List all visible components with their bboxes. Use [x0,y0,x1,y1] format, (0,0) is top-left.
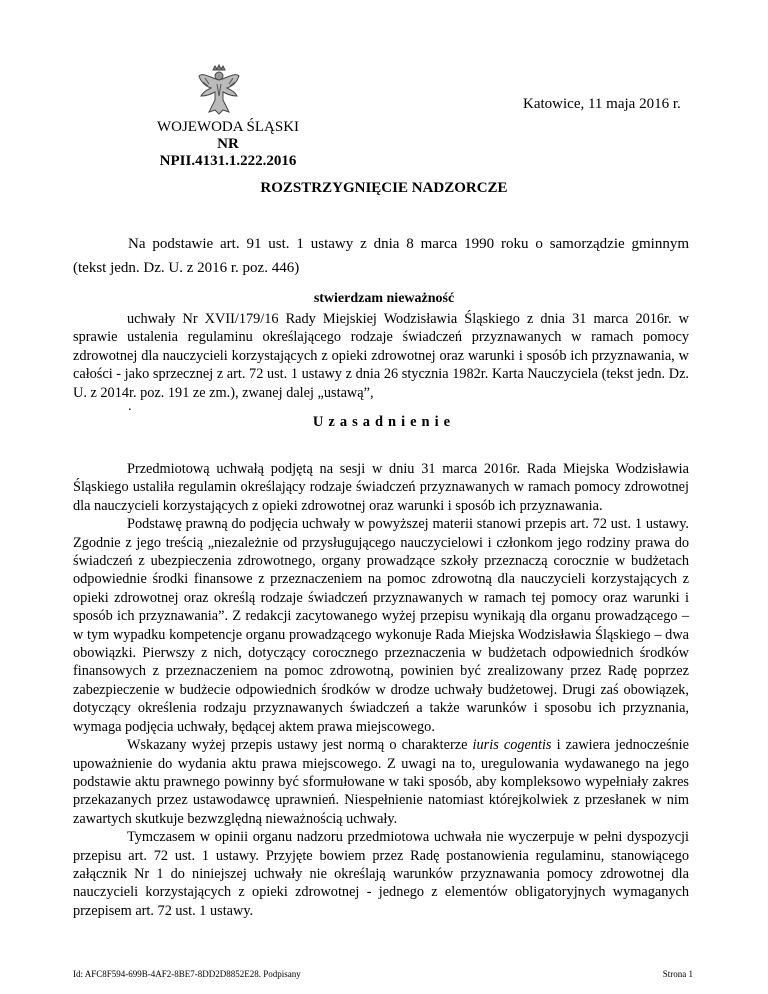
document-id: Id: AFC8F594-699B-4AF2-8BE7-8DD2D8852E28. Podpisany [73,969,301,979]
justification-paragraph-4: Tymczasem w opinii organu nadzoru przedmiotowa uchwała nie wyczerpuje w pełni dyspozycji przepisu art. 72 ust. 1 ustawy. Przyjęte bowiem przez Radę postanowienia regulaminu, stanowiącego załącznik Nr 1 do niniejszej uchwały nie określają warunków przyznawania pomocy zdrowotnej dla nauczycieli korzystających z opieki zdrowotnej - jednego z elementów obligatoryjnych wymaganych przepisem art. 72 ust. 1 ustawy. [73,829,689,919]
place-date: Katowice, 11 maja 2016 r. [523,96,681,112]
legal-basis-line-1: Na podstawie art. 91 ust. 1 ustawy z dnia 8 marca 1990 roku o samorządzie gminnym [128,236,689,252]
justification-paragraph-1: Przedmiotową uchwałą podjętą na sesji w dniu 31 marca 2016r. Rada Miejska Wodzisławia Śląskiego ustaliła regulamin określający rodzaje świadczeń przyznawanych w ramach pomocy zdrowotnej dla nauczycieli korzystających z opieki zdrowotnej oraz warunki i sposób ich przyznawania. [73,461,689,514]
document-title: ROZSTRZYGNIĘCIE NADZORCZE [260,180,508,196]
decision-statement: stwierdzam nieważność [313,291,455,306]
document-number: NR NPII.4131.1.222.2016 [159,136,297,169]
paragraph-3-text-end: i zawiera jednocześnie upoważnienie do wydania aktu prawa miejscowego. Z uwagi na to, uregulowania wydawanego na jego podstawie aktu prawnego powinny być sformułowane w taki sposób, aby kompleksowo wypełniały zakres przekazanych przez ustawodawcę uprawnień. Niespełnienie natomiast którejkolwiek z przesłanek w nim zawartych skutkuje bezwzględną nieważnością uchwały. [73,737,689,827]
legal-basis-line-2: (tekst jedn. Dz. U. z 2016 r. poz. 446) [73,260,300,276]
justification-paragraph-3 [73,736,689,828]
polish-eagle-icon [197,64,241,116]
separator-dot: . [128,399,132,414]
issuing-authority [148,119,308,170]
section-heading-justification: Uzasadnienie [312,414,456,430]
justification-body [73,460,689,920]
page-number: Strona 1 [662,969,693,979]
justification-paragraph-2: Podstawę prawną do podjęcia uchwały w powyższej materii stanowi przepis art. 72 ust. 1 ustawy. Zgodnie z jego treścią „niezależnie od przysługującego nauczycielowi i członkom jego rodziny prawa do świadczeń z ubezpieczenia zdrowotnego, organy prowadzące szkoły przeznaczą corocznie w budżetach odpowiednie środki finansowe z przeznaczeniem na pomoc zdrowotną dla nauczycieli korzystających z opieki zdrowotnej oraz określą rodzaje świadczeń przyznawanych w ramach tej pomocy oraz warunki i sposób ich przyznawania”. Z redakcji zacytowanego wyżej przepisu wynikają dla organu prowadzącego – w tym wypadku kompetencje organu prowadzącego wykonuje Rada Miejska Wodzisławia Śląskiego – dwa obowiązki. Pierwszy z nich, dotyczący corocznego przeznaczenia w budżetach odpowiednich środków finansowych z przeznaczeniem na pomoc zdrowotną, powinien być zrealizowany przez Radę poprzez zabezpieczenie w budżecie odpowiednich środków w drodze uchwały budżetowej. Drugi zaś obowiązek, dotyczący określenia rodzaju przyznawanych świadczeń a także warunków i sposobu ich przyznania, wymaga podjęcia uchwały, będącej aktem prawa miejscowego. [73,516,689,735]
latin-term: iuris cogentis [472,737,552,754]
paragraph-3-text-start: Wskazany wyżej przepis ustawy jest normą o charakterze [127,737,473,754]
authority-name: WOJEWODA ŚLĄSKI [156,119,300,135]
resolution-paragraph: uchwały Nr XVII/179/16 Rady Miejskiej Wodzisławia Śląskiego z dnia 31 marca 2016r. w sprawie ustalenia regulaminu określającego rodzaje świadczeń przyznawanych w ramach pomocy zdrowotnej dla nauczycieli korzystających z opieki zdrowotnej oraz warunki i sposób ich przyznawania, w całości - jako sprzecznej z art. 72 ust. 1 ustawy z dnia 26 stycznia 1982r. Karta Nauczyciela (tekst jedn. Dz. U. z 2014r. poz. 191 ze zm.), zwanej dalej „ustawą”, [73,311,689,401]
page-footer [73,969,693,979]
